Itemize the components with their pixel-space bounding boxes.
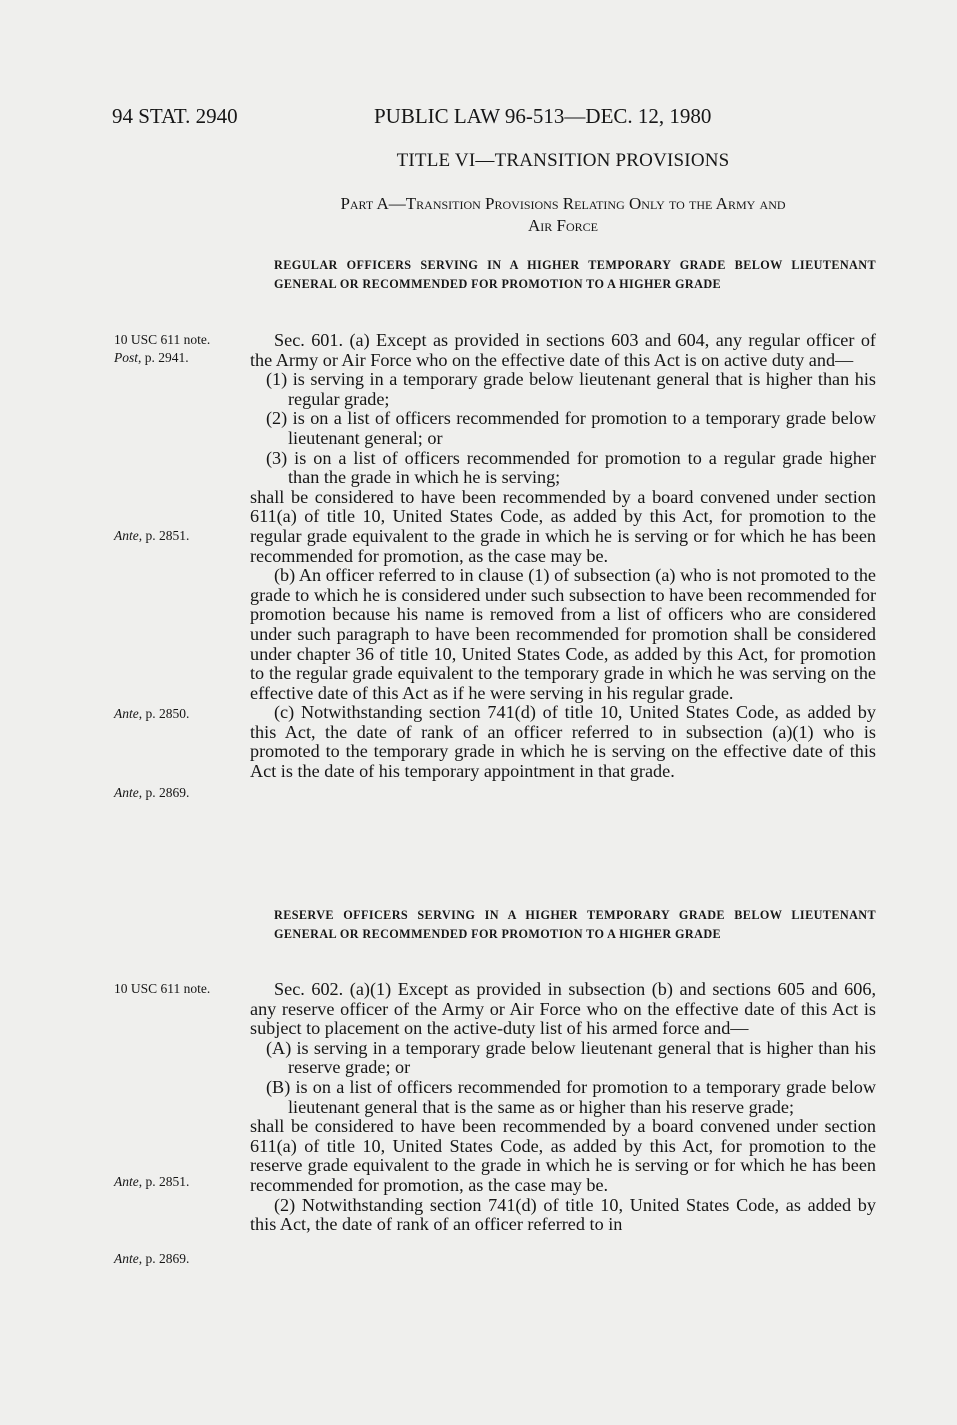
sec602-heading: RESERVE OFFICERS SERVING IN A HIGHER TEMPORARY GRADE BELOW LIEUTENANT GENERAL OR RECOMMENDED FOR PROMOTION TO A HIGHER GRADE (274, 908, 876, 941)
sec602-aA: (A) is serving in a temporary grade below lieutenant general that is higher than his reserve grade; or (266, 1037, 876, 1078)
sidenote-ante-label: Ante (114, 706, 139, 721)
sec602-body (250, 980, 876, 1235)
sec602-a1-intro: Sec. 602. (a)(1) Except as provided in subsection (b) and sections 605 and 606, any reserve officer of the Army or Air Force who on the effective date of this Act is subject to placement on the active-duty list of his armed force and— (250, 979, 876, 1039)
sidenote-ante-page: , p. 2850. (138, 706, 190, 721)
sec602-a-close: shall be considered to have been recommended by a board convened under section 611(a) of title 10, United States Code, as added by this Act, for promotion to the reserve grade equivalent to the grade in which he is serving or for which he has been recommended for promotion, as the case may be. (250, 1116, 876, 1195)
page-header (112, 104, 872, 134)
sec601-sidenote-ante-3 (114, 784, 189, 802)
sidenote-ante-label: Ante (114, 528, 139, 543)
sec601-sidenote-usc (114, 331, 210, 367)
sec602-sidenote-ante-2 (114, 1250, 189, 1268)
sec601-a1: (1) is serving in a temporary grade below lieutenant general that is higher than his regular grade; (266, 369, 876, 409)
sec601-a-close: shall be considered to have been recommended by a board convened under section 611(a) of title 10, United States Code, as added by this Act, for promotion to the regular grade equivalent to the grade in which he is serving or for which he has been recommended for promotion, as the case may be. (250, 486, 876, 566)
sec601-sidenote-ante-1 (114, 527, 189, 545)
sidenote-ante-label: Ante (114, 1251, 139, 1266)
sec601-body (250, 331, 876, 782)
sec601-sidenote-ante-2 (114, 705, 189, 723)
sidenote-ante-page: , p. 2851. (138, 1174, 190, 1189)
sec602-sidenote-usc: 10 USC 611 note. (114, 981, 211, 996)
sec601-a-intro: Sec. 601. (a) Except as provided in sections 603 and 604, any regular officer of the Army or Air Force who on the effective date of this Act is on active duty and— (250, 330, 876, 370)
part-heading-line-1: Part A—Transition Provisions Relating Only to the Army and (340, 194, 786, 213)
sidenote-ante-page: , p. 2869. (138, 785, 190, 800)
sidenote-ante-label: Ante (114, 1174, 139, 1189)
sec602-a2: (2) Notwithstanding section 741(d) of title 10, United States Code, as added by this Act, the date of rank of an officer referred to in (250, 1194, 876, 1235)
sidenote-post-ref (114, 349, 210, 367)
sec601-heading: REGULAR OFFICERS SERVING IN A HIGHER TEMPORARY GRADE BELOW LIEUTENANT GENERAL OR RECOMMENDED FOR PROMOTION TO A HIGHER GRADE (274, 258, 876, 291)
sec601-b: (b) An officer referred to in clause (1) of subsection (a) who is not promoted to the grade to which he is considered under such subsection to have been recommended for promotion because his name is removed from a list of officers who are considered under such paragraph to have been recommended for promotion shall be considered under chapter 36 of title 10, United States Code, as added by this Act, for promotion to the regular grade equivalent to the temporary grade in which he was serving on the effective date of this Act as if he were serving in his regular grade. (250, 565, 876, 703)
sec601-c: (c) Notwithstanding section 741(d) of title 10, United States Code, as added by this Act, the date of rank of an officer referred to in subsection (a)(1) who is promoted to the temporary grade in which he is serving on the effective date of this Act is the date of his temporary appointment in that grade. (250, 702, 876, 782)
part-heading-line-2: Air Force (528, 216, 598, 235)
sidenote-post-label: Post (114, 350, 139, 365)
sec602-aB: (B) is on a list of officers recommended for promotion to a temporary grade below lieutenant general that is the same as or higher than his reserve grade; (266, 1076, 876, 1117)
sec601-a2: (2) is on a list of officers recommended for promotion to a temporary grade below lieutenant general; or (266, 408, 876, 448)
public-law-citation: PUBLIC LAW 96-513—DEC. 12, 1980 (374, 104, 712, 128)
sidenote-ante-label: Ante (114, 785, 139, 800)
sec602-sidenote-ante-1 (114, 1173, 189, 1191)
sidenote-post-page: , p. 2941. (138, 350, 189, 365)
sidenote-ante-page: , p. 2851. (138, 528, 190, 543)
title-heading: TITLE VI—TRANSITION PROVISIONS (396, 150, 730, 171)
part-heading (250, 193, 876, 237)
sec601-a3: (3) is on a list of officers recommended for promotion to a regular grade higher than the grade in which he is serving; (266, 447, 876, 488)
statute-page-number: 94 STAT. 2940 (112, 104, 238, 128)
sidenote-ante-page: , p. 2869. (138, 1251, 190, 1266)
sidenote-usc-text: 10 USC 611 note. (114, 332, 211, 347)
